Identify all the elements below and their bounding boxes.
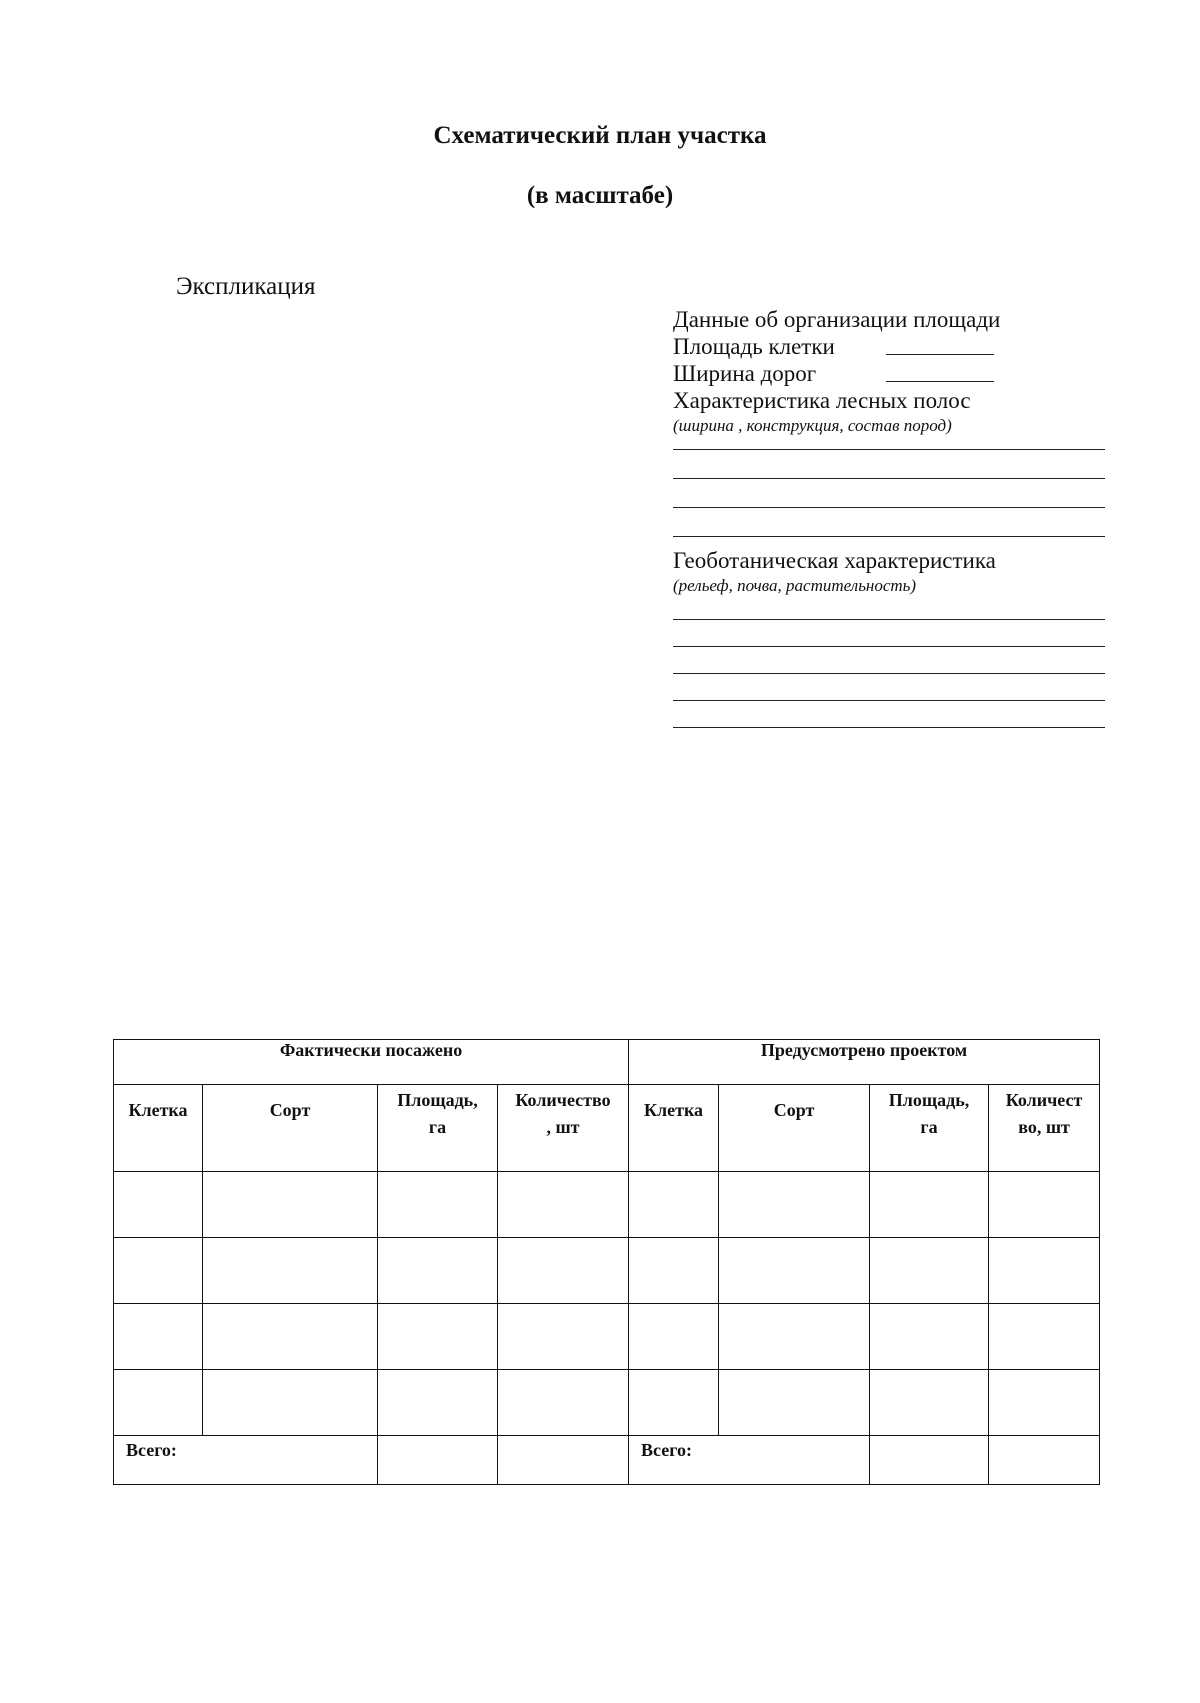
column-header-planned-cell: Клетка bbox=[629, 1085, 719, 1172]
table-cell[interactable] bbox=[870, 1172, 989, 1238]
table-cell[interactable] bbox=[629, 1172, 719, 1238]
planting-table bbox=[113, 1039, 1100, 1485]
total-area-planned[interactable] bbox=[870, 1436, 989, 1485]
column-header-planned-quantity: Количест во, шт bbox=[989, 1085, 1100, 1172]
table-cell[interactable] bbox=[629, 1370, 719, 1436]
cell-area-blank-line[interactable] bbox=[886, 354, 994, 355]
table-cell[interactable] bbox=[498, 1370, 629, 1436]
table-cell[interactable] bbox=[498, 1172, 629, 1238]
road-width-row bbox=[673, 360, 1105, 387]
page-title: Схематический план участка bbox=[433, 122, 767, 149]
table-cell[interactable] bbox=[114, 1172, 203, 1238]
table-cell[interactable] bbox=[203, 1238, 378, 1304]
table-cell[interactable] bbox=[114, 1238, 203, 1304]
column-header-actual-variety: Сорт bbox=[203, 1085, 378, 1172]
table-cell[interactable] bbox=[114, 1304, 203, 1370]
table-cell[interactable] bbox=[203, 1304, 378, 1370]
table-row bbox=[114, 1172, 1100, 1238]
table-cell[interactable] bbox=[378, 1238, 498, 1304]
total-area-actual[interactable] bbox=[378, 1436, 498, 1485]
table-cell[interactable] bbox=[498, 1238, 629, 1304]
forest-strips-blank-line-2[interactable] bbox=[673, 478, 1105, 479]
table-cell[interactable] bbox=[203, 1370, 378, 1436]
table-cell[interactable] bbox=[378, 1304, 498, 1370]
column-header-actual-area: Площадь, га bbox=[378, 1085, 498, 1172]
road-width-label: Ширина дорог bbox=[673, 361, 817, 386]
total-row bbox=[114, 1436, 1100, 1485]
table-cell[interactable] bbox=[989, 1304, 1100, 1370]
area-organization-heading: Данные об организации площади bbox=[673, 307, 1001, 332]
forest-strips-label: Характеристика лесных полос bbox=[673, 388, 971, 413]
explication-label: Экспликация bbox=[176, 273, 316, 300]
table-cell[interactable] bbox=[719, 1370, 870, 1436]
table-cell[interactable] bbox=[498, 1304, 629, 1370]
total-quantity-actual[interactable] bbox=[498, 1436, 629, 1485]
table-cell[interactable] bbox=[203, 1172, 378, 1238]
road-width-blank-line[interactable] bbox=[886, 381, 994, 382]
table-cell[interactable] bbox=[989, 1172, 1100, 1238]
total-label-actual: Всего: bbox=[114, 1436, 378, 1485]
table-cell[interactable] bbox=[719, 1238, 870, 1304]
geobotanical-blank-line-2[interactable] bbox=[673, 646, 1105, 647]
table-cell[interactable] bbox=[719, 1304, 870, 1370]
area-organization-panel bbox=[673, 306, 1105, 728]
forest-strips-blank-line-3[interactable] bbox=[673, 507, 1105, 508]
table-cell[interactable] bbox=[989, 1238, 1100, 1304]
table-cell[interactable] bbox=[870, 1238, 989, 1304]
table-cell[interactable] bbox=[629, 1304, 719, 1370]
table-cell[interactable] bbox=[989, 1370, 1100, 1436]
column-header-planned-variety: Сорт bbox=[719, 1085, 870, 1172]
column-header-planned-area: Площадь, га bbox=[870, 1085, 989, 1172]
geobotanical-blank-line-4[interactable] bbox=[673, 700, 1105, 701]
geobotanical-label: Геоботаническая характеристика bbox=[673, 548, 996, 573]
table-cell[interactable] bbox=[114, 1370, 203, 1436]
geobotanical-blank-line-1[interactable] bbox=[673, 619, 1105, 620]
group-header-actual: Фактически посажено bbox=[114, 1040, 629, 1085]
forest-strips-blank-line-4[interactable] bbox=[673, 536, 1105, 537]
geobotanical-hint: (рельеф, почва, растительность) bbox=[673, 576, 917, 595]
total-label-planned: Всего: bbox=[629, 1436, 870, 1485]
total-quantity-planned[interactable] bbox=[989, 1436, 1100, 1485]
geobotanical-blank-line-5[interactable] bbox=[673, 727, 1105, 728]
column-header-actual-cell: Клетка bbox=[114, 1085, 203, 1172]
forest-strips-hint: (ширина , конструкция, состав пород) bbox=[673, 416, 952, 435]
table-row bbox=[114, 1304, 1100, 1370]
table-cell[interactable] bbox=[870, 1304, 989, 1370]
table-cell[interactable] bbox=[378, 1172, 498, 1238]
table-row bbox=[114, 1238, 1100, 1304]
page-subtitle: (в масштабе) bbox=[526, 182, 674, 209]
geobotanical-blank-line-3[interactable] bbox=[673, 673, 1105, 674]
table-cell[interactable] bbox=[629, 1238, 719, 1304]
column-header-actual-quantity: Количество , шт bbox=[498, 1085, 629, 1172]
table-cell[interactable] bbox=[378, 1370, 498, 1436]
cell-area-row bbox=[673, 333, 1105, 360]
forest-strips-blank-line-1[interactable] bbox=[673, 449, 1105, 450]
table-row bbox=[114, 1370, 1100, 1436]
group-header-planned: Предусмотрено проектом bbox=[629, 1040, 1100, 1085]
table-cell[interactable] bbox=[870, 1370, 989, 1436]
cell-area-label: Площадь клетки bbox=[673, 334, 835, 359]
table-cell[interactable] bbox=[719, 1172, 870, 1238]
